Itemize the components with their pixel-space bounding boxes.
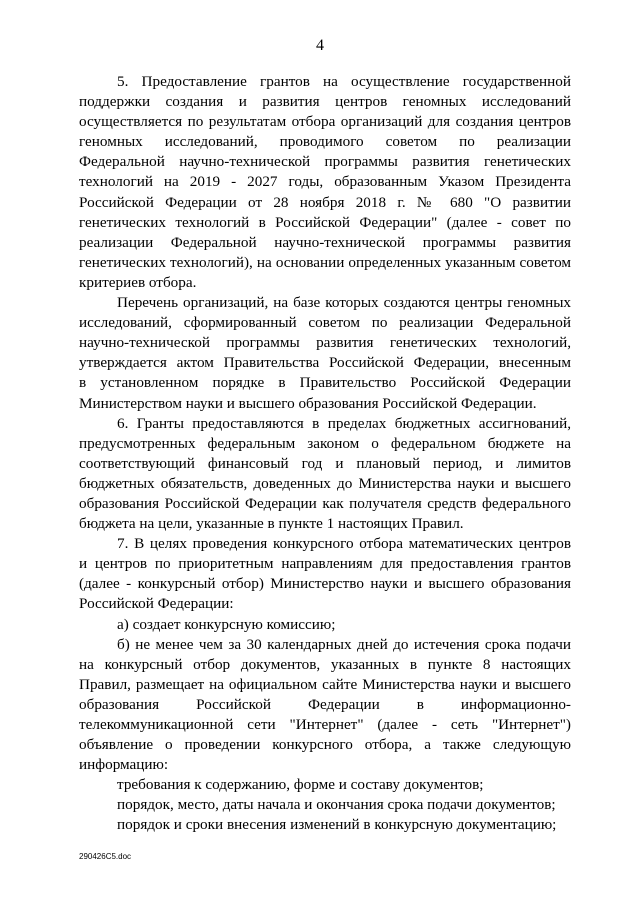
text-line: информацию:	[79, 756, 169, 774]
text-line: требования к содержанию, форме и составу документов;	[117, 776, 484, 794]
text-line: осуществляется по результатам отбора организаций для создания центров	[79, 113, 571, 131]
text-line: реализации Федеральной научно-технической программы развития	[79, 233, 571, 251]
text-line: бюджета на цели, указанные в пункте 1 настоящих Правил.	[79, 515, 464, 533]
text-line: утверждается актом Правительства Российской Федерации, внесенным	[79, 354, 571, 372]
text-line: б) не менее чем за 30 календарных дней до истечения срока подачи	[117, 635, 571, 653]
text-line: в установленном порядке в Правительство Российской Федерации	[79, 374, 571, 392]
document-body	[79, 72, 571, 836]
text-line: образования Российской Федерации в информационно-	[79, 695, 571, 713]
text-line: поддержки создания и развития центров геномных исследований	[79, 93, 571, 111]
text-line: телекоммуникационной сети "Интернет" (далее - сеть "Интернет")	[79, 716, 571, 733]
text-line: генетических технологий), на основании определенных указанным советом	[79, 253, 571, 271]
text-line: а) создает конкурсную комиссию;	[117, 615, 336, 633]
text-line: критериев отбора.	[79, 273, 197, 291]
text-line: 5. Предоставление грантов на осуществление государственной	[117, 73, 571, 90]
text-line: образования Российской Федерации как получателя средств федерального	[79, 494, 571, 512]
text-line: Перечень организаций, на базе которых создаются центры геномных	[117, 294, 571, 312]
text-line: исследований, сформированный советом по реализации Федеральной	[79, 314, 571, 332]
text-line: предусмотренных федеральным законом о федеральном бюджете на	[79, 434, 571, 452]
text-line: 6. Гранты предоставляются в пределах бюджетных ассигнований,	[117, 414, 571, 432]
text-line: Российской Федерации от 28 ноября 2018 г. № 680 "О развитии	[79, 193, 571, 211]
text-line: объявление о проведении конкурсного отбора, а также следующую	[79, 736, 571, 754]
text-line: Правил, размещает на официальном сайте Министерства науки и высшего	[79, 675, 571, 693]
text-line: порядок и сроки внесения изменений в конкурсную документацию;	[117, 816, 557, 834]
text-line: бюджетных обязательств, доведенных до Министерства науки и высшего	[79, 474, 571, 492]
text-line: генетических технологий в Российской Федерации" (далее - совет по	[79, 213, 571, 231]
page-number: 4	[316, 37, 324, 54]
text-line: геномных исследований, проводимого советом по реализации	[79, 133, 571, 151]
text-line: Российской Федерации:	[79, 595, 234, 613]
text-line: соответствующий финансовый год и плановый период, и лимитов	[79, 454, 571, 472]
text-line: Федеральной научно-технической программы развития генетических	[79, 153, 571, 171]
text-line: 7. В целях проведения конкурсного отбора математических центров	[117, 535, 571, 553]
text-line: на конкурсный отбор документов, указанных в пункте 8 настоящих	[79, 655, 571, 673]
text-line: технологий на 2019 - 2027 годы, образованным Указом Президента	[79, 173, 571, 191]
text-line: и центров по приоритетным направлениям для предоставления грантов	[79, 555, 571, 573]
text-line: научно-технической программы развития генетических технологий,	[79, 334, 571, 352]
text-line: (далее - конкурсный отбор) Министерство науки и высшего образования	[79, 575, 571, 593]
text-line: Министерством науки и высшего образования Российской Федерации.	[79, 394, 537, 412]
file-name-footer: 290426C5.doc	[79, 852, 132, 861]
text-line: порядок, место, даты начала и окончания срока подачи документов;	[117, 796, 556, 814]
